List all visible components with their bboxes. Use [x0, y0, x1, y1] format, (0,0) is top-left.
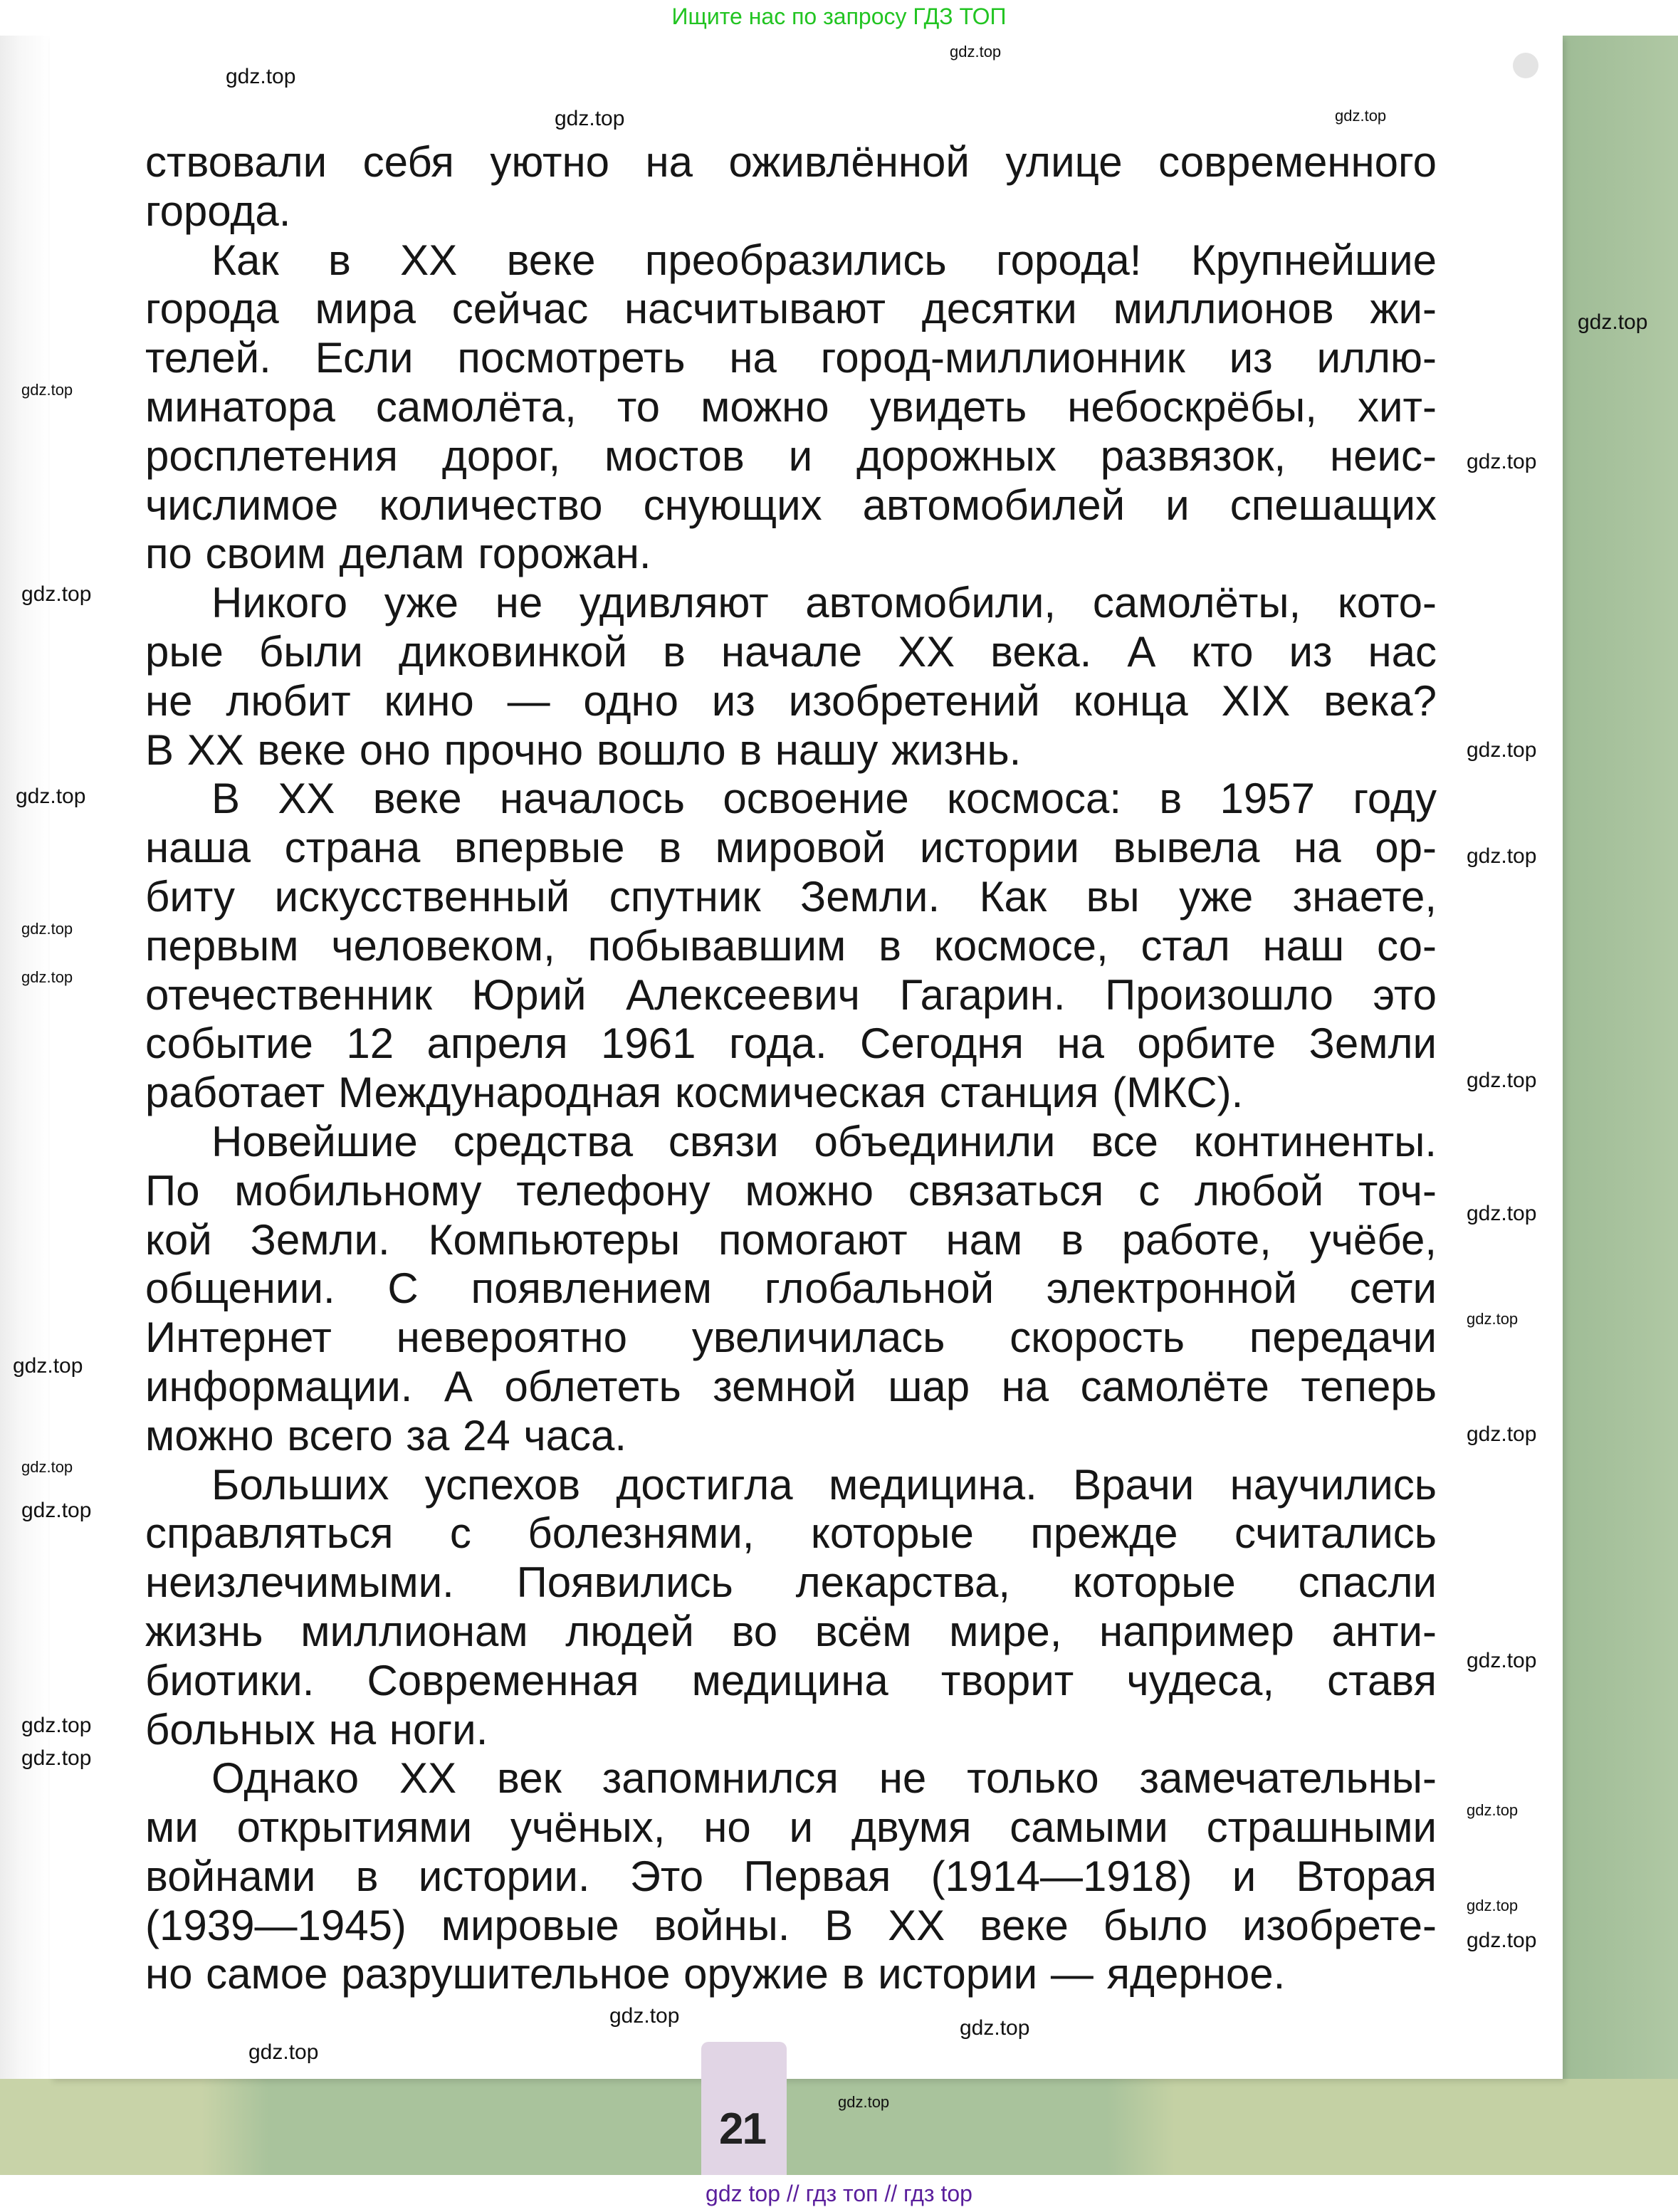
text-line: событие 12 апреля 1961 года. Сегодня на орбите Земли — [145, 1019, 1437, 1068]
text-line: войнами в истории. Это Первая (1914—1918) и Вторая — [145, 1852, 1437, 1900]
text-line: общении. С появлением глобальной электронной сети — [145, 1264, 1437, 1313]
watermark: gdz.top — [1578, 310, 1648, 334]
watermark: gdz.top — [609, 2004, 680, 2028]
watermark: gdz.top — [248, 2040, 319, 2064]
text-line: телей. Если посмотреть на город-миллионник из иллю- — [145, 334, 1437, 382]
text-line: росплетения дорог, мостов и дорожных развязок, неис- — [145, 431, 1437, 480]
watermark: gdz.top — [21, 1746, 92, 1770]
text-line: ствовали себя уютно на оживлённой улице современного — [145, 138, 1437, 186]
text-line: Больших успехов достигла медицина. Врачи научились — [211, 1460, 1437, 1509]
watermark: gdz.top — [1467, 1422, 1537, 1446]
watermark: gdz.top — [1335, 107, 1387, 125]
watermark: gdz.top — [1467, 450, 1537, 473]
text-line: не любит кино — одно из изобретений конца XIX века? — [145, 676, 1437, 725]
text-line: В XX веке началось освоение космоса: в 1957 году — [211, 775, 1437, 823]
watermark: gdz.top — [16, 785, 86, 808]
text-line: Новейшие средства связи объединили все континенты. — [211, 1117, 1437, 1165]
page-number: 21 — [719, 2104, 765, 2154]
text-line: первым человеком, побывавшим в космосе, стал наш со- — [145, 921, 1437, 970]
watermark: gdz.top — [1467, 738, 1537, 762]
watermark: gdz.top — [1467, 844, 1537, 868]
watermark: gdz.top — [21, 920, 73, 938]
text-line: неизлечимыми. Появились лекарства, которые спасли — [145, 1558, 1437, 1607]
text-line: Никого уже не удивляют автомобили, самолёты, кото- — [211, 579, 1437, 627]
text-line: кой Земли. Компьютеры помогают нам в работе, учёбе, — [145, 1215, 1437, 1264]
text-line: В XX веке оно прочно вошло в нашу жизнь. — [145, 725, 1022, 774]
text-line: Однако XX век запомнился не только замечательны- — [211, 1754, 1437, 1803]
watermark: gdz.top — [960, 2016, 1030, 2040]
text-line: (1939—1945) мировые войны. В XX веке было изобрете- — [145, 1901, 1437, 1949]
watermark: gdz.top — [1467, 1649, 1537, 1672]
text-line: но самое разрушительное оружие в истории — ядерное. — [145, 1950, 1286, 1998]
text-line: ми открытиями учёных, но и двумя самыми страшными — [145, 1803, 1437, 1852]
watermark: gdz.top — [21, 968, 73, 986]
bottom-banner[interactable]: gdz top // гдз топ // гдз top — [706, 2181, 972, 2206]
text-line: отечественник Юрий Алексеевич Гагарин. Произошло это — [145, 970, 1437, 1019]
watermark: gdz.top — [950, 43, 1002, 61]
watermark: gdz.top — [226, 65, 296, 88]
watermark: gdz.top — [21, 1499, 92, 1522]
text-line: справляться с болезнями, которые прежде считались — [145, 1509, 1437, 1558]
decorative-dot — [1513, 53, 1538, 78]
text-line: Интернет невероятно увеличилась скорость передачи — [145, 1314, 1437, 1362]
page-gutter — [0, 36, 50, 2079]
text-line: города. — [145, 187, 291, 235]
text-line: работает Международная космическая станция (МКС). — [145, 1069, 1244, 1117]
watermark: gdz.top — [1467, 1929, 1537, 1952]
text-line: биотики. Современная медицина творит чудеса, ставя — [145, 1656, 1437, 1704]
text-line: минатора самолёта, то можно увидеть небоскрёбы, хит- — [145, 382, 1437, 431]
watermark: gdz.top — [1467, 1310, 1519, 1328]
watermark: gdz.top — [1467, 1897, 1519, 1914]
body-text — [145, 138, 1437, 1999]
text-line: города мира сейчас насчитывают десятки миллионов жи- — [145, 285, 1437, 333]
text-line: числимое количество снующих автомобилей и спешащих — [145, 481, 1437, 529]
right-margin-decoration — [1563, 36, 1678, 2175]
watermark: gdz.top — [1467, 1801, 1519, 1819]
watermark: gdz.top — [555, 107, 625, 130]
text-line: больных на ноги. — [145, 1705, 488, 1754]
watermark: gdz.top — [21, 582, 92, 606]
text-line: По мобильному телефону можно связаться с любой точ- — [145, 1166, 1437, 1215]
text-line: Как в XX веке преобразились города! Крупнейшие — [211, 236, 1437, 284]
watermark: gdz.top — [1467, 1069, 1537, 1092]
top-banner[interactable]: Ищите нас по запросу ГДЗ ТОП — [671, 4, 1007, 29]
text-line: наша страна впервые в мировой истории вывела на ор- — [145, 824, 1437, 872]
watermark: gdz.top — [21, 1458, 73, 1476]
text-line: можно всего за 24 часа. — [145, 1411, 627, 1459]
textbook-page — [0, 36, 1678, 2175]
text-line: по своим делам горожан. — [145, 530, 651, 578]
text-line: жизнь миллионам людей во всём мире, например анти- — [145, 1607, 1437, 1655]
text-line: биту искусственный спутник Земли. Как вы уже знаете, — [145, 872, 1437, 921]
watermark: gdz.top — [21, 1714, 92, 1737]
watermark: gdz.top — [1467, 1202, 1537, 1225]
text-line: информации. А облететь земной шар на самолёте теперь — [145, 1362, 1437, 1410]
watermark: gdz.top — [21, 381, 73, 399]
text-line: рые были диковинкой в начале XX века. А кто из нас — [145, 627, 1437, 676]
watermark: gdz.top — [13, 1354, 83, 1378]
watermark: gdz.top — [838, 2093, 890, 2111]
